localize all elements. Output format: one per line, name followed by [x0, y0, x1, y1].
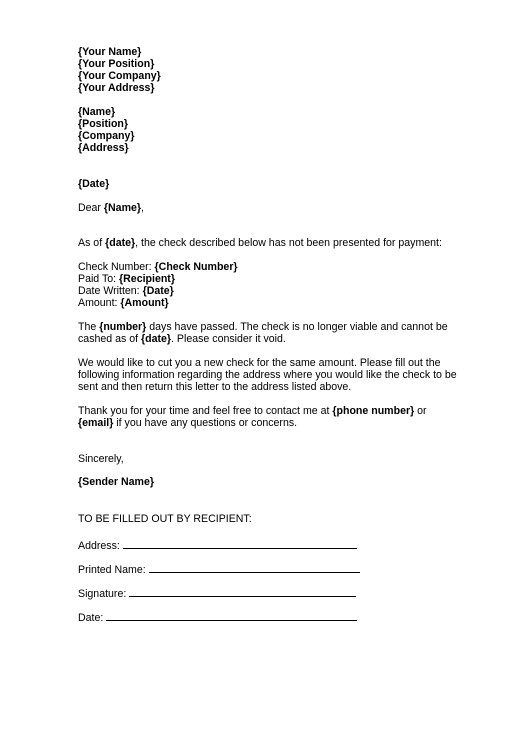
printed-name-field-row: [78, 561, 360, 576]
para2-line2-rest: . Please consider it void.: [171, 333, 286, 345]
form-heading: [78, 513, 468, 525]
para2-number: {number}: [99, 321, 147, 333]
printed-name-label: Printed Name:: [78, 564, 146, 576]
para1-prefix: As of: [78, 237, 106, 249]
recipient-block: [78, 106, 468, 154]
signature-label: Signature:: [78, 588, 127, 600]
para4-rest: if you have any questions or concerns.: [113, 417, 298, 429]
date-written-label: Date Written:: [78, 285, 143, 297]
closing: [78, 453, 468, 465]
amount-label: Amount:: [78, 297, 121, 309]
sender-address: {Your Address}: [78, 82, 155, 94]
paragraph-new-check: [78, 357, 468, 393]
paid-to-label: Paid To:: [78, 273, 120, 285]
salutation-prefix: Dear: [78, 202, 104, 214]
check-number-value: {Check Number}: [154, 261, 238, 273]
para3-line3: sent and then return this letter to the address listed above.: [78, 381, 352, 393]
amount-value: {Amount}: [120, 297, 169, 309]
para2-prefix: The: [78, 321, 100, 333]
recipient-name: {Name}: [78, 106, 116, 118]
sender-block: [78, 46, 468, 94]
paragraph-thanks: [78, 405, 468, 429]
date-line[interactable]: [106, 609, 357, 621]
para3-line1: We would like to cut you a new check for the same amount. Please fill out the: [78, 357, 441, 369]
address-field-row: [78, 537, 357, 552]
para2-line2-prefix: cashed as of: [78, 333, 142, 345]
date-written-value: {Date}: [142, 285, 174, 297]
para4-email: {email}: [78, 417, 114, 429]
letter-date: {Date}: [78, 178, 110, 190]
paragraph-intro: [78, 237, 468, 249]
address-line[interactable]: [123, 537, 357, 549]
para1-date: {date}: [105, 237, 136, 249]
check-number-label: Check Number:: [78, 261, 155, 273]
para2-date: {date}: [141, 333, 172, 345]
para1-rest: , the check described below has not been presented for payment:: [135, 237, 442, 249]
printed-name-line[interactable]: [149, 561, 360, 573]
para2-mid: days have passed. The check is no longer viable and cannot be: [146, 321, 448, 333]
salutation: [78, 202, 468, 214]
para4-mid: or: [414, 405, 427, 417]
para3-line2: following information regarding the address where you would like the check to be: [78, 369, 457, 381]
sender-name: {Your Name}: [78, 46, 142, 58]
form-heading-text: TO BE FILLED OUT BY RECIPIENT:: [78, 513, 252, 525]
recipient-company: {Company}: [78, 130, 135, 142]
sender-company: {Your Company}: [78, 70, 161, 82]
sender-signature-name: {Sender Name}: [78, 476, 154, 488]
address-label: Address:: [78, 540, 120, 552]
closing-text: Sincerely,: [78, 453, 124, 465]
date-label: Date:: [78, 612, 104, 624]
date-field-row: [78, 609, 357, 624]
signature-name-block: [78, 476, 468, 488]
letter-date-block: [78, 178, 468, 190]
paid-to-value: {Recipient}: [119, 273, 175, 285]
para4-prefix: Thank you for your time and feel free to contact me at: [78, 405, 333, 417]
recipient-position: {Position}: [78, 118, 129, 130]
recipient-address: {Address}: [78, 142, 129, 154]
check-details: [78, 261, 468, 309]
salutation-suffix: ,: [141, 202, 144, 214]
sender-position: {Your Position}: [78, 58, 155, 70]
salutation-name: {Name}: [103, 202, 142, 214]
signature-line[interactable]: [129, 585, 356, 597]
signature-field-row: [78, 585, 356, 600]
para4-phone: {phone number}: [332, 405, 415, 417]
paragraph-void: [78, 321, 468, 345]
